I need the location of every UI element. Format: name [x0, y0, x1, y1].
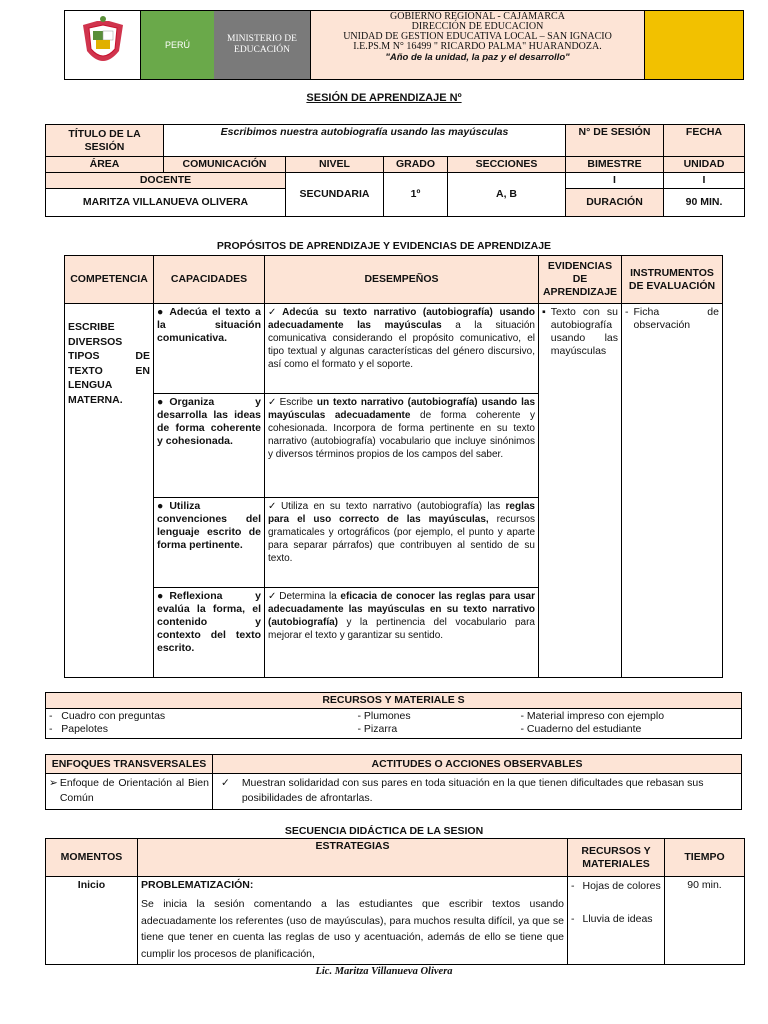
gov-line-1: GOBIERNO REGIONAL - CAJAMARCA	[390, 11, 565, 22]
actitud-cell: ✓ Muestran solidaridad con sus pares en toda situación en la que tienen dificultades que rebasan sus posibilidades de afrontarlas.	[213, 774, 742, 810]
recurso-item: - Hojas de colores	[571, 880, 661, 892]
sequence-table	[45, 838, 745, 965]
capacidad-row-1: ● Adecúa el texto a la situación comunicativa.	[154, 304, 265, 394]
bimestre-label: BIMESTRE	[566, 157, 664, 173]
resource-item: - Plumones	[357, 710, 411, 722]
estrategia-text: Se inicia la sesión comentando a las estudiantes que escribir textos usando adecuadamente los referentes (uso de mayúsculas), para muchos resulta difícil, ya que se tiene que tener en cuenta las reglas de uso y acentuación, además de ello se tiene que cumplir los procesos de planificación,	[141, 898, 564, 960]
capacidad-row-3: ● Utiliza convenciones del lenguaje escrito de forma pertinente.	[154, 498, 265, 588]
resources-col-1	[46, 709, 346, 739]
ministry-label: MINISTERIO DE EDUCACIÓN	[214, 11, 310, 79]
col-instrumentos: INSTRUMENTOS DE EVALUACIÓN	[622, 256, 723, 304]
resource-item: - Papelotes	[49, 723, 108, 735]
col-estrategias: ESTRATEGIAS	[138, 839, 568, 877]
actitudes-header: ACTITUDES O ACCIONES OBSERVABLES	[213, 755, 742, 774]
competencia-cell	[65, 304, 154, 678]
session-info-table	[45, 124, 745, 217]
recursos-cell	[568, 877, 665, 965]
gov-line-4: I.E.PS.M N° 16499 " RICARDO PALMA" HUARANDOZA.	[353, 41, 602, 52]
desempeno-row-1: ✓ Adecúa su texto narrativo (autobiografía) usando adecuadamente las mayúsculas a la situación comunicativa considerando el propósito comunicativo, el tipo textual y algunas características del género discursivo, así como el formato y el soporte.	[265, 304, 539, 394]
capacidad-row-2: ● Organiza y desarrolla las ideas de forma coherente y cohesionada.	[154, 394, 265, 498]
yellow-block	[645, 11, 743, 79]
transversal-table	[45, 754, 742, 810]
resource-item: - Cuadro con preguntas	[49, 710, 166, 722]
resources-title: RECURSOS Y MATERIALE S	[46, 693, 742, 709]
recurso-item: - Lluvia de ideas	[571, 913, 653, 925]
col-recursos: RECURSOS Y MATERIALES	[568, 839, 665, 877]
sequence-title: SECUENCIA DIDÁCTICA DE LA SESION	[284, 825, 484, 837]
fecha-label: FECHA	[664, 125, 745, 157]
unidad-label: UNIDAD	[664, 157, 745, 173]
col-tiempo: TIEMPO	[665, 839, 745, 877]
gov-line-3: UNIDAD DE GESTION EDUCATIVA LOCAL – SAN IGNACIO	[343, 31, 612, 42]
purposes-table	[64, 255, 723, 678]
evidencia-cell	[539, 304, 622, 678]
nro-sesion-label: N° DE SESIÓN	[566, 125, 664, 157]
titulo-label: TÍTULO DE LA SESIÓN	[46, 125, 164, 157]
col-desempenos: DESEMPEÑOS	[265, 256, 539, 304]
duracion-value: 90 MIN.	[664, 189, 745, 217]
estrategia-subtitle: PROBLEMATIZACIÓN:	[141, 879, 254, 891]
desempeno-row-3: ✓ Utiliza en su texto narrativo (autobiografía) las reglas para el uso correcto de las mayúsculas, recursos gramaticales y ortográficos (por ejemplo, el punto y aparte para separar párrafos) que contribuyen al sentido de su texto.	[265, 498, 539, 588]
secciones-value: A, B	[448, 173, 566, 217]
bimestre-value: I	[566, 173, 664, 189]
momento-inicio: Inicio	[46, 877, 138, 965]
enfoques-header: ENFOQUES TRANSVERSALES	[46, 755, 213, 774]
instrumento-cell	[622, 304, 723, 678]
motto: "Año de la unidad, la paz y el desarrollo"	[385, 52, 570, 63]
resource-item: - Material impreso con ejemplo	[520, 710, 665, 722]
evidencia-item: ▪ Texto con su autobiografía usando las mayúsculas	[542, 306, 618, 357]
competencia-text: ESCRIBE DIVERSOS TIPOS DE TEXTO EN LENGUA MATERNA.	[68, 321, 150, 406]
nivel-value: SECUNDARIA	[286, 173, 384, 217]
peru-label: PERÚ	[141, 11, 214, 79]
capacidad-row-4: ● Reflexiona y evalúa la forma, el contenido y contexto del texto escrito.	[154, 588, 265, 678]
resources-col-2	[346, 709, 511, 739]
tiempo-value: 90 min.	[665, 877, 745, 965]
footer-signature: Lic. Maritza Villanueva Olivera	[315, 966, 453, 977]
crest-cell	[65, 11, 141, 79]
grado-label: GRADO	[384, 157, 448, 173]
instrumento-item: - Ficha de observación	[625, 306, 719, 331]
grado-value: 1º	[384, 173, 448, 217]
nivel-label: NIVEL	[286, 157, 384, 173]
gov-line-2: DIRECCIÓN DE EDUCACION	[411, 21, 544, 32]
area-value: COMUNICACIÓN	[164, 157, 286, 173]
unidad-value: I	[664, 173, 745, 189]
duracion-label: DURACIÓN	[566, 189, 664, 217]
area-label: ÁREA	[46, 157, 164, 173]
docente-label: DOCENTE	[46, 173, 286, 189]
header-banner	[64, 10, 744, 80]
resources-col-3	[511, 709, 742, 739]
resource-item: - Cuaderno del estudiante	[520, 723, 642, 735]
resource-item: - Pizarra	[357, 723, 398, 735]
col-competencia: COMPETENCIA	[65, 256, 154, 304]
titulo-value: Escribimos nuestra autobiografía usando las mayúsculas	[164, 125, 566, 157]
resources-table	[45, 692, 742, 739]
session-title: SESIÓN DE APRENDIZAJE Nº	[306, 92, 462, 104]
desempeno-row-4: ✓ Determina la eficacia de conocer las reglas para usar adecuadamente las mayúsculas en su texto narrativo (autobiografía) y la pertinencia del vocabulario para mejorar el texto y garantizar su sentido.	[265, 588, 539, 678]
secciones-label: SECCIONES	[448, 157, 566, 173]
peru-crest-icon	[65, 11, 141, 79]
purposes-title: PROPÓSITOS DE APRENDIZAJE Y EVIDENCIAS DE APRENDIZAJE	[216, 240, 552, 252]
estrategia-cell	[138, 877, 568, 965]
enfoque-cell: ➢ Enfoque de Orientación al Bien Común	[46, 774, 213, 810]
government-block	[310, 11, 645, 79]
col-capacidades: CAPACIDADES	[154, 256, 265, 304]
col-evidencias: EVIDENCIAS DE APRENDIZAJE	[539, 256, 622, 304]
docente-value: MARITZA VILLANUEVA OLIVERA	[46, 189, 286, 217]
col-momentos: MOMENTOS	[46, 839, 138, 877]
desempeno-row-2: ✓ Escribe un texto narrativo (autobiografía) usando las mayúsculas adecuadamente de forma coherente y cohesionada. Incorpora de forma pertinente en su texto narrativo (autobiografía) vocabulario que incluye sinónimos y diversos términos propios de los campos del saber.	[265, 394, 539, 498]
